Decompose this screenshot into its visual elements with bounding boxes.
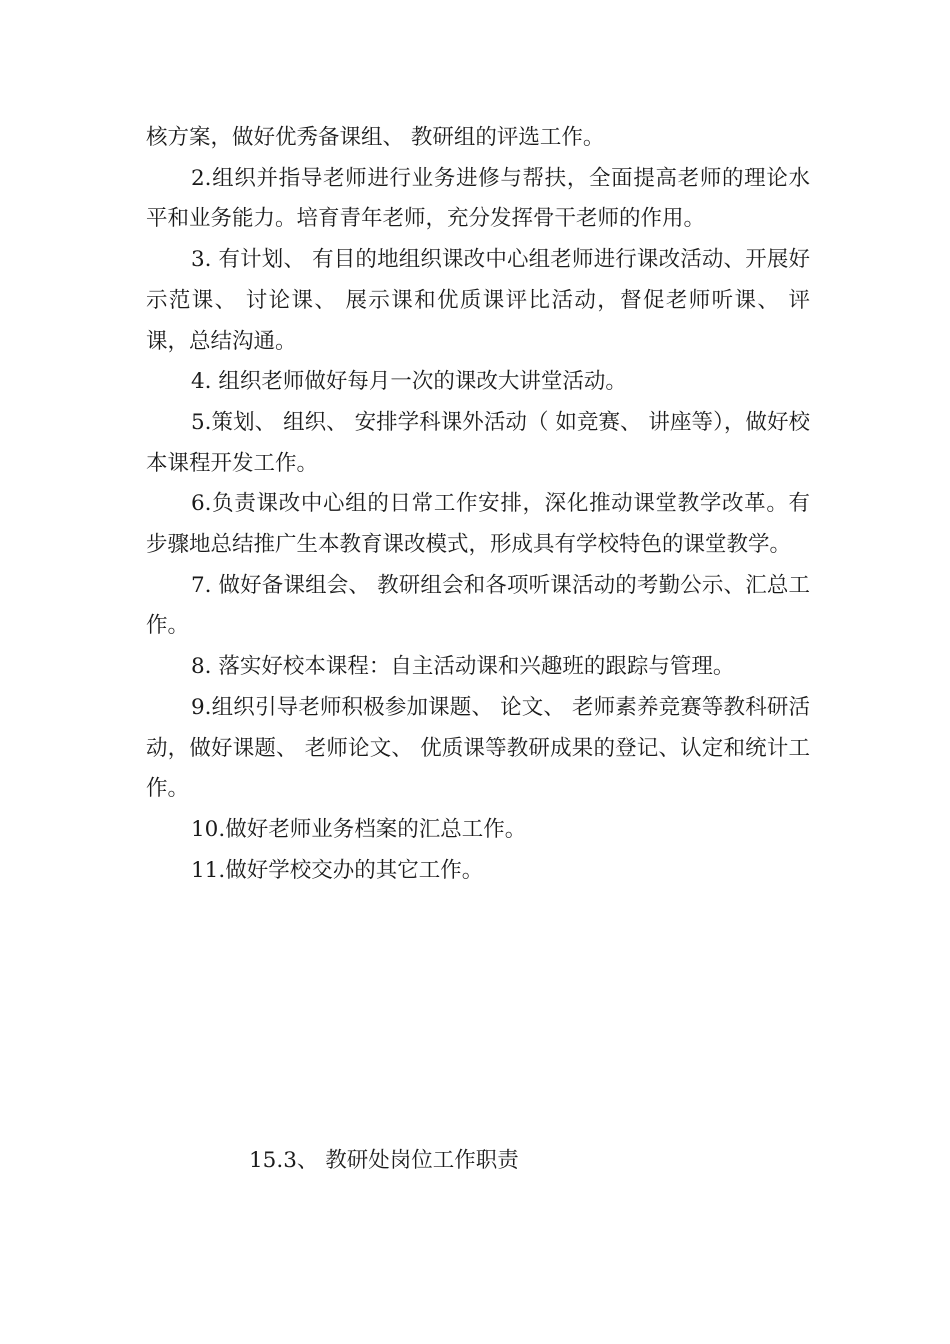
duty-item-9: 9.组织引导老师积极参加课题、 论文、 老师素养竞赛等教科研活动，做好课题、 老师论文、 优质课等教研成果的登记、认定和统计工作。: [146, 694, 810, 802]
paragraph-continuation: 核方案，做好优秀备课组、 教研组的评选工作。: [146, 125, 605, 150]
duty-item-5: 5.策划、 组织、 安排学科课外活动（ 如竞赛、 讲座等），做好校本课程开发工作。: [146, 409, 810, 476]
duties-list: [146, 118, 810, 891]
duty-item-4: 4. 组织老师做好每月一次的课改大讲堂活动。: [191, 369, 627, 395]
duty-item-3: 3. 有计划、 有目的地组织课改中心组老师进行课改活动、开展好示范课、 讨论课、 展示课和优质课评比活动，督促老师听课、 评课，总结沟通。: [146, 247, 810, 354]
duty-item-10: 10.做好老师业务档案的汇总工作。: [191, 816, 527, 842]
duty-item-6: 6.负责课改中心组的日常工作安排，深化推动课堂教学改革。有步骤地总结推广生本教育课改模式，形成具有学校特色的课堂教学。: [146, 491, 810, 558]
duty-item-8: 8. 落实好校本课程：自主活动课和兴趣班的跟踪与管理。: [191, 654, 735, 680]
section-heading: 15.3、 教研处岗位工作职责: [249, 1148, 519, 1173]
duty-item-7: 7. 做好备课组会、 教研组会和各项听课活动的考勤公示、汇总工作。: [146, 572, 810, 639]
duty-item-2: 2.组织并指导老师进行业务进修与帮扶，全面提高老师的理论水平和业务能力。培育青年老师，充分发挥骨干老师的作用。: [146, 165, 810, 232]
duty-item-11: 11.做好学校交办的其它工作。: [191, 857, 484, 883]
